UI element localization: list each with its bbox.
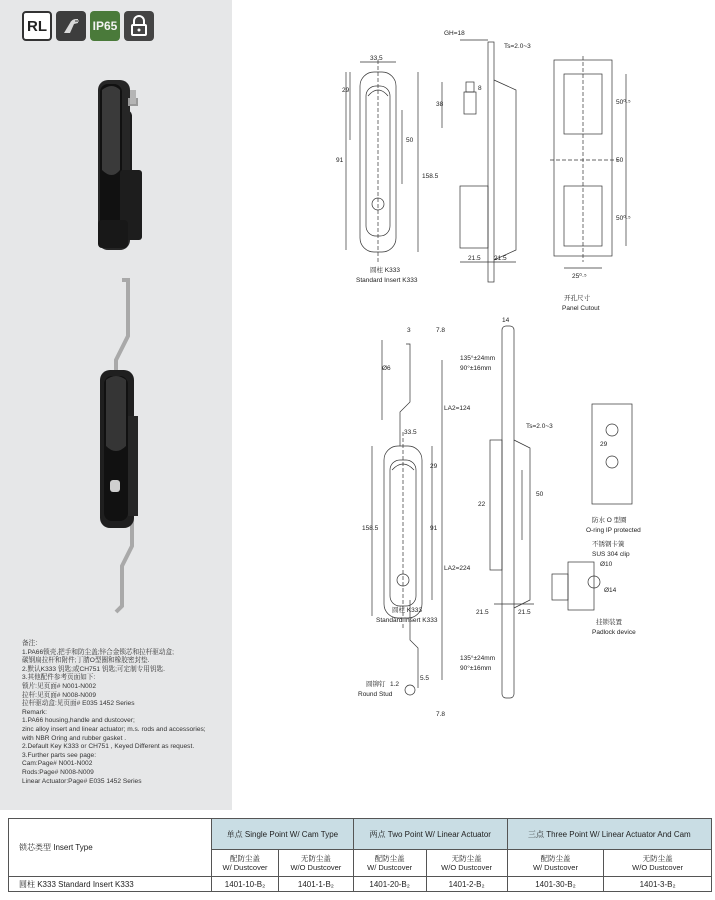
remark-line: 3.其他配件参考页面如下:	[22, 674, 96, 682]
panel-cutout-cn: 开孔尺寸	[564, 295, 590, 302]
sidebar-panel	[0, 0, 232, 810]
dim-8: 8	[478, 85, 482, 92]
dim-ts-top: Ts=2.0~3	[504, 43, 531, 50]
dim-38: 38	[436, 101, 444, 108]
sub-cn: 无防尘盖	[300, 854, 331, 863]
dim-158-top: 158.5	[422, 173, 439, 180]
dim-rot90-bottom: 90°±16mm	[460, 665, 492, 672]
dim-7-8-bottom: 7.8	[436, 711, 446, 718]
remark-line: with NBR Oring and rubber gasket .	[22, 734, 127, 742]
dim-29-detail: 29	[600, 441, 608, 448]
dim-cutout-50a: 50⁰·⁵	[616, 99, 631, 106]
dim-7-8: 7.8	[436, 327, 446, 334]
remark-line: Remark:	[22, 708, 47, 716]
sub-cn: 配防尘盖	[540, 854, 571, 863]
round-stud-cn: 圆铆钉	[366, 681, 386, 688]
subheader-with-dustcover	[212, 850, 279, 877]
code-cell: 1401-1-B₂	[278, 877, 353, 892]
sub-en: W/O Dustcover	[441, 863, 493, 872]
remark-line: Cam:Page# N001-N002	[22, 760, 93, 768]
remark-line: Linear Actuator:Page# E035 1452 Series	[22, 777, 142, 785]
remark-line: 备注：	[22, 640, 42, 647]
dim-50-bottom: 50	[536, 491, 544, 498]
code-cell: 1401-2-B₂	[426, 877, 507, 892]
dim-5-5: 5.5	[420, 675, 430, 682]
sub-en: W/O Dustcover	[632, 863, 684, 872]
oring-label-cn: 防水 O 型圈	[592, 517, 627, 524]
remark-line: Rods:Page# N008-N009	[22, 768, 94, 776]
padlock-label-en: Padlock device	[592, 629, 636, 636]
feature-badges	[22, 11, 154, 41]
dim-cutout-50c: 50⁰·⁵	[616, 215, 631, 222]
row-label: 圆柱 K333 Standard Insert K333	[9, 877, 212, 892]
dim-22: 22	[478, 501, 486, 508]
oring-label-en: O-ring IP protected	[586, 527, 641, 534]
drawing-canvas	[232, 0, 715, 810]
remark-line: 碳钢扁拉杆和附件;丁腈O型圈和橡胶密封垫.	[22, 657, 150, 665]
dim-14: 14	[502, 317, 510, 324]
dim-gh: GH=18	[444, 30, 465, 37]
ip65-badge: IP65	[90, 11, 120, 41]
dim-21-5d: 21.5	[518, 609, 531, 616]
dim-3: 3	[407, 327, 411, 334]
remark-line: 锁片:见页面# N001-N002	[22, 682, 97, 690]
dim-21-5b: 21.5	[494, 255, 507, 262]
dim-1-2: 1.2	[390, 681, 400, 688]
group-header-single: 单点 Single Point W/ Cam Type	[212, 819, 354, 850]
dim-la124: LA2=124	[444, 405, 471, 412]
dim-phi10: Ø10	[600, 561, 613, 568]
dim-91-bottom: 91	[430, 525, 438, 532]
subheader-without-dustcover	[426, 850, 507, 877]
sub-cn: 配防尘盖	[374, 854, 405, 863]
code-cell: 1401-10-B₂	[212, 877, 279, 892]
technical-drawings	[232, 0, 715, 810]
rl-badge: RL	[22, 11, 52, 41]
dim-rot90-top: 90°±16mm	[460, 365, 492, 372]
dim-21-5c: 21.5	[476, 609, 489, 616]
remark-line: 2.默认K333 钥匙;或CH751 钥匙;可定制专用钥匙.	[22, 665, 165, 673]
code-cell: 1401-3-B₂	[604, 877, 712, 892]
remark-line: 3.Further parts see page:	[22, 751, 97, 759]
dim-width-top: 33.5	[370, 55, 383, 62]
insert-label-cn-bottom: 圆柱 K333	[392, 607, 422, 614]
group-header-two: 两点 Two Point W/ Linear Actuator	[353, 819, 507, 850]
subheader-without-dustcover	[278, 850, 353, 877]
sub-cn: 无防尘盖	[642, 854, 673, 863]
dim-phi14: Ø14	[604, 587, 617, 594]
dim-phi6: Ø6	[382, 365, 391, 372]
sub-en: W/O Dustcover	[290, 863, 342, 872]
subheader-without-dustcover	[604, 850, 712, 877]
product-photo-single-point	[90, 70, 150, 255]
remark-line: 1.PA66锁壳,把手和防尘盖;锌合金锁芯和拉杆驱动盒;	[22, 648, 174, 656]
code-cell: 1401-20-B₂	[353, 877, 426, 892]
group-header-three: 三点 Three Point W/ Linear Actuator And Cam	[507, 819, 711, 850]
subheader-with-dustcover	[507, 850, 604, 877]
insert-type-header: 锁芯类型 Insert Type	[9, 819, 212, 877]
sub-en: W/ Dustcover	[222, 863, 268, 872]
dim-rot135-bottom: 135°±24mm	[460, 655, 496, 662]
clip-label-en: SUS 304 clip	[592, 551, 630, 558]
clip-label-cn: 不锈钢卡簧	[592, 541, 625, 548]
hand-icon	[56, 11, 86, 41]
remark-line: 拉杆驱动盒:见页面# E035 1452 Series	[22, 700, 135, 708]
dim-width-bottom: 33.5	[404, 429, 417, 436]
dim-29-bottom: 29	[430, 463, 438, 470]
remark-line: 拉杆:见页面# N008-N009	[22, 691, 97, 699]
dim-50-top: 50	[406, 137, 414, 144]
panel-cutout-en: Panel Cutout	[562, 305, 600, 312]
dim-21-5a: 21.5	[468, 255, 481, 262]
insert-label-en-top: Standard Insert K333	[356, 277, 418, 284]
dim-158-bottom: 158.5	[362, 525, 379, 532]
sub-en: W/ Dustcover	[532, 863, 578, 872]
remarks-block	[22, 640, 227, 786]
ordering-table	[8, 818, 712, 892]
remark-line: zinc alloy insert and linear actuator; m.s. rods and accessories;	[22, 725, 206, 733]
insert-label-en-bottom: Standard Insert K333	[376, 617, 438, 624]
dim-cutout-50b: 50	[616, 157, 624, 164]
dim-ts-bottom: Ts=2.0~3	[526, 423, 553, 430]
round-stud-en: Round Stud	[358, 691, 393, 698]
dim-rot135-top: 135°±24mm	[460, 355, 496, 362]
remark-line: 1.PA66 housing,handle and dustcover;	[22, 717, 135, 725]
dim-cutout-25: 25⁰·⁵	[572, 273, 587, 280]
subheader-with-dustcover	[353, 850, 426, 877]
sub-en: W/ Dustcover	[367, 863, 413, 872]
product-photo-linear-actuator	[92, 276, 154, 616]
dim-29-top: 29	[342, 87, 350, 94]
dim-91-top: 91	[336, 157, 344, 164]
insert-label-cn-top: 圆柱 K333	[370, 267, 400, 274]
sub-cn: 无防尘盖	[451, 854, 482, 863]
remark-line: 2.Default Key K333 or CH751 , Keyed Different as request.	[22, 743, 195, 751]
dim-la224: LA2=224	[444, 565, 471, 572]
sub-cn: 配防尘盖	[229, 854, 260, 863]
padlock-icon	[124, 11, 154, 41]
code-cell: 1401-30-B₂	[507, 877, 604, 892]
padlock-label-cn: 挂锁装置	[596, 619, 622, 626]
